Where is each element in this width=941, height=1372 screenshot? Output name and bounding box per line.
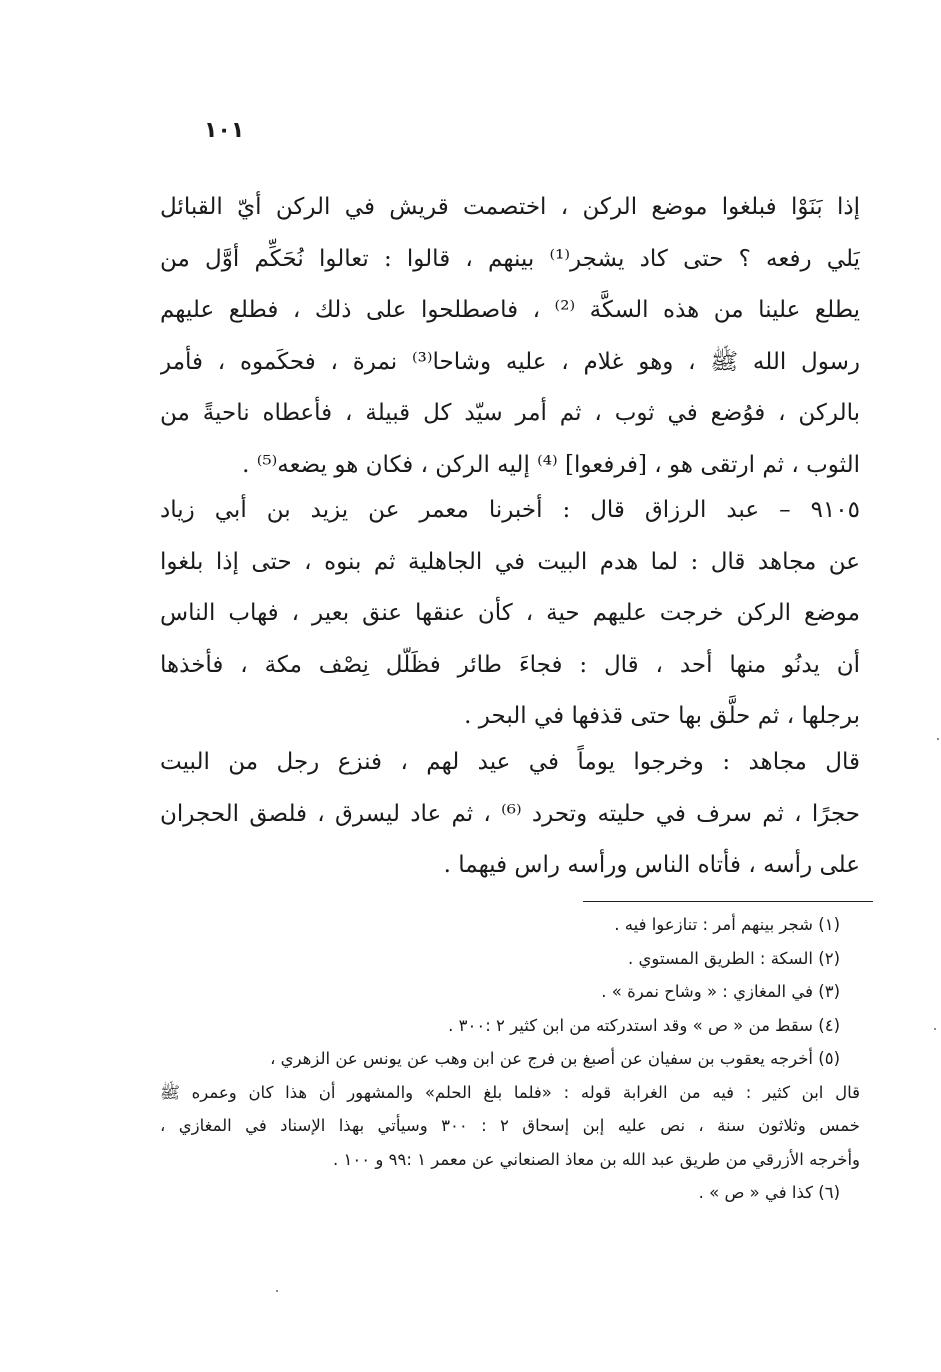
text-line: موضع الركن خرجت عليهم حية ، كأن عنقها عنق بعير ، فهاب الناس (160, 600, 860, 626)
text-line: الثوب ، ثم ارتقى هو ، [فرفعوا] ⁽⁴⁾ إليه الركن ، فكان هو يضعه⁽⁵⁾ . (242, 451, 860, 478)
footnote-divider (583, 901, 873, 902)
footnote: (٢) السكة : الطريق المستوي . (628, 948, 840, 968)
paragraph-2 (160, 485, 860, 743)
footnote: (١) شجر بينهم أمر : تنازعوا فيه . (614, 915, 840, 934)
footnote: (٦) كذا في « ص » . (698, 1183, 840, 1202)
scan-speck (276, 1290, 278, 1292)
text-line: رسول الله ﷺ ، وهو غلام ، عليه وشاحا⁽³⁾ نمرة ، فحكَموه ، فأمر (160, 348, 860, 375)
footnote: (٣) في المغازي : « وشاح نمرة » . (601, 982, 840, 1001)
footnote-continuation: خمس وثلاثون سنة ، نص عليه إبن إسحاق ٢ : ٣٠٠ وسيأتي بهذا الإسناد في المغازي ، (160, 1116, 860, 1135)
scan-speck (934, 1028, 936, 1030)
text-line: برجلها ، ثم حلَّق بها حتى قذفها في البحر . (464, 703, 860, 729)
text-line: بالركن ، فوُضع في ثوب ، ثم أمر سيّد كل قبيلة ، فأعطاه ناحيةً من (160, 400, 860, 426)
footnotes (160, 908, 860, 1210)
text-line: إذا بَنَوْا فبلغوا موضع الركن ، اختصمت قريش في الركن أيّ القبائل (160, 194, 860, 220)
footnote: (٥) أخرجه يعقوب بن سفيان عن أصبغ بن فرج عن ابن وهب عن يونس عن الزهري ، (270, 1049, 840, 1068)
page-number: ١٠١ (204, 118, 245, 143)
paragraph-3 (160, 737, 860, 892)
footnote-continuation: وأخرجه الأزرقي من طريق عبد الله بن معاذ الصنعاني عن معمر ١ :٩٩ و ١٠٠ . (333, 1149, 860, 1169)
text-line: قال مجاهد : وخرجوا يوماً في عيد لهم ، فنزع رجل من البيت (160, 749, 860, 775)
paragraph-1 (160, 182, 860, 491)
text-line: ٩١٠٥ – عبد الرزاق قال : أخبرنا معمر عن يزيد بن أبي زياد (160, 497, 860, 523)
footnote-continuation: قال ابن كثير : فيه من الغرابة قوله : «فلما بلغ الحلم» والمشهور أن هذا كان وعمره ﷺ (160, 1082, 860, 1102)
text-line: حجرًا ، ثم سرف في حليته وتحرد ⁽⁶⁾ ، ثم عاد ليسرق ، فلصق الحجران (160, 800, 860, 827)
footnote: (٤) سقط من « ص » وقد استدركته من ابن كثير ٢ :٣٠٠ . (448, 1015, 840, 1035)
text-line: أن يدنُو منها أحد ، قال : فجاءَ طائر فظَلّل نِصْف مكة ، فأخذها (160, 651, 860, 678)
text-line: يَلي رفعه ؟ حتى كاد يشجر⁽¹⁾ بينهم ، قالوا : تعالوا نُحَكِّم أوَّل من (160, 245, 860, 272)
text-line: عن مجاهد قال : لما هدم البيت في الجاهلية ثم بنوه ، حتى إذا بلغوا (160, 548, 860, 575)
scan-speck (937, 738, 939, 740)
text-line: على رأسه ، فأتاه الناس ورأسه راس فيهما . (443, 852, 860, 878)
text-line: يطلع علينا من هذه السكَّة ⁽²⁾ ، فاصطلحوا على ذلك ، فطلع عليهم (160, 297, 860, 323)
